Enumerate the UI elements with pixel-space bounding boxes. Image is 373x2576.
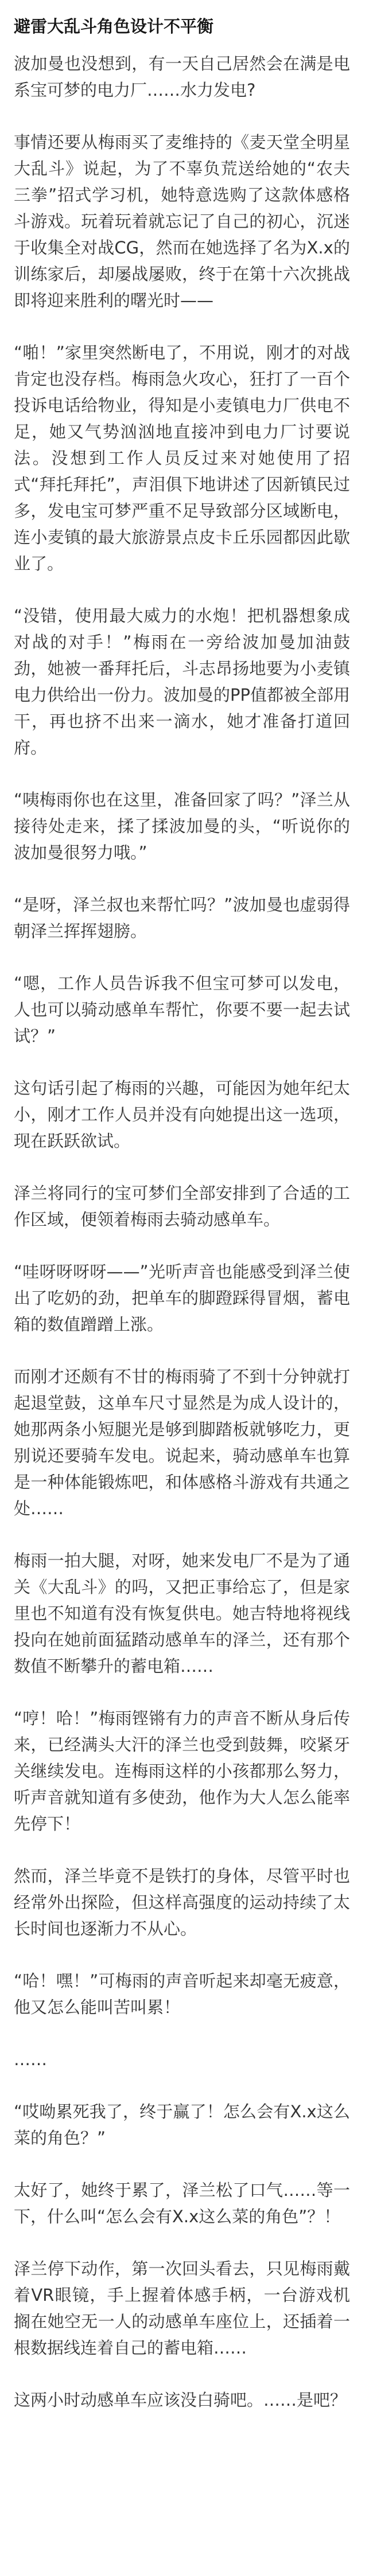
article-body bbox=[14, 50, 350, 2413]
story-paragraph-11: 而刚才还颇有不甘的梅雨骑了不到十分钟就打起退堂鼓，这单车尺寸显然是为成人设计的，她那两条小短腿光是够到脚踏板就够吃力，更别说还要骑车发电。说起来，骑动感单车也算是一种体能锻炼吧，和体感格斗游戏有共通之处…… bbox=[14, 1367, 350, 1518]
story-ellipsis-paragraph: …… bbox=[14, 2050, 47, 2069]
story-paragraph-20: 这两小时动感单车应该没白骑吧。……是吧？ bbox=[14, 2390, 347, 2410]
story-paragraph-1: 波加曼也没想到，有一天自己居然会在满是电系宝可梦的电力厂……水力发电? bbox=[14, 54, 350, 100]
story-paragraph-19: 泽兰停下动作，第一次回头看去，只见梅雨戴着VR眼镜，手上握着体感手柄，一台游戏机搁在她空无一人的动感单车座位上，还插着一根数据线连着自己的蓄电箱…… bbox=[14, 2259, 350, 2358]
story-paragraph-18: 太好了，她终于累了，泽兰松了口气……等一下，什么叫“怎么会有X.x这么菜的角色”？！ bbox=[14, 2180, 350, 2226]
story-paragraph-3: “啪！”家里突然断电了，不用说，刚才的对战肯定也没存档。梅雨急火攻心，狂打了一百个投诉电话给物业，得知是小麦镇电力厂供电不足，她又气势汹汹地直接冲到电力厂讨要说法。没想到工作人员反过来对她使用了招式“拜托拜托”，声泪俱下地讲述了因新镇民过多，发电宝可梦严重不足导致部分区域断电，连小麦镇的最大旅游景点皮卡丘乐园都因此歇业了。 bbox=[14, 343, 350, 573]
story-paragraph-4: “没错，使用最大威力的水炮！把机器想象成对战的对手！”梅雨在一旁给波加曼加油鼓劲，她被一番拜托后，斗志昂扬地要为小麦镇电力供给出一份力。波加曼的PP值都被全部用干，再也挤不出来一滴水，她才准备打道回府。 bbox=[14, 606, 350, 757]
story-paragraph-17: “哎呦累死我了，终于赢了！怎么会有X.x这么菜的角色？” bbox=[14, 2102, 350, 2148]
story-paragraph-9: 泽兰将同行的宝可梦们全部安排到了合适的工作区域，便领着梅雨去骑动感单车。 bbox=[14, 1183, 350, 1229]
article-title: 避雷大乱斗角色设计不平衡 bbox=[14, 17, 214, 36]
story-paragraph-15: “哈！嘿！”可梅雨的声音听起来却毫无疲意，他又怎么能叫苦叫累！ bbox=[14, 1971, 350, 2017]
story-paragraph-5: “咦梅雨你也在这里，准备回家了吗？”泽兰从接待处走来，揉了揉波加曼的头，“听说你的波加曼很努力哦。” bbox=[14, 790, 350, 862]
story-paragraph-13: “哼！哈！”梅雨铿锵有力的声音不断从身后传来，已经满头大汗的泽兰也受到鼓舞，咬紧牙关继续发电。连梅雨这样的小孩都那么努力，听声音就知道有多使劲，他作为大人怎么能率先停下！ bbox=[14, 1709, 350, 1834]
story-paragraph-10: “哇呀呀呀呀——”光听声音也能感受到泽兰使出了吃奶的劲，把单车的脚蹬踩得冒烟，蓄电箱的数值蹭蹭上涨。 bbox=[14, 1262, 350, 1334]
story-paragraph-6: “是呀，泽兰叔也来帮忙吗？”波加曼也虚弱得朝泽兰挥挥翅膀。 bbox=[14, 895, 350, 941]
story-paragraph-8: 这句话引起了梅雨的兴趣，可能因为她年纪太小，刚才工作人员并没有向她提出这一选项，现在跃跃欲试。 bbox=[14, 1078, 350, 1151]
story-paragraph-7: “嗯，工作人员告诉我不但宝可梦可以发电，人也可以骑动感单车帮忙，你要不要一起去试试？” bbox=[14, 974, 350, 1046]
story-paragraph-14: 然而，泽兰毕竟不是铁打的身体，尽管平时也经常外出探险，但这样高强度的运动持续了太长时间也逐渐力不从心。 bbox=[14, 1866, 350, 1938]
story-paragraph-12: 梅雨一拍大腿，对呀，她来发电厂不是为了通关《大乱斗》的吗，又把正事给忘了，但是家里也不知道有没有恢复供电。她吉特地将视线投向在她前面猛踏动感单车的泽兰，还有那个数值不断攀升的蓄电箱…… bbox=[14, 1551, 350, 1676]
story-paragraph-2: 事情还要从梅雨买了麦维持的《麦天堂全明星大乱斗》说起，为了不辜负荒送给她的“农夫三拳”招式学习机，她特意选购了这款体感格斗游戏。玩着玩着就忘记了自己的初心，沉迷于收集全对战CG，然而在她选择了名为X.x的训练家后，却屡战屡败，终于在第十六次挑战即将迎来胜利的曙光时—— bbox=[14, 132, 350, 310]
